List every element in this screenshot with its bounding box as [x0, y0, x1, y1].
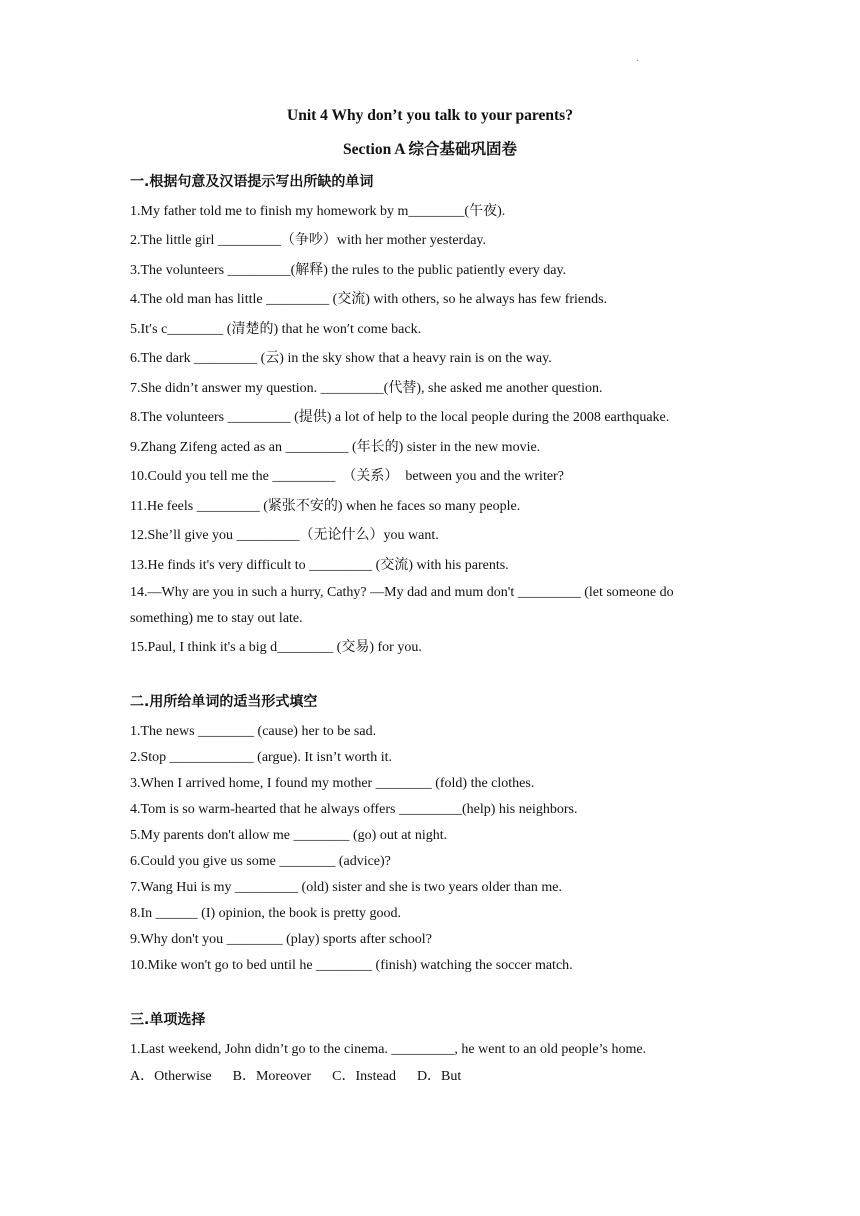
section2-item-6: 6.Could you give us some ________ (advice)? — [130, 854, 391, 869]
section1-item-15: 15.Paul, I think it's a big d________ (交易) for you. — [130, 640, 422, 655]
page-subtitle: Section A 综合基础巩固卷 — [343, 141, 517, 158]
section2-item-1: 1.The news ________ (cause) her to be sad. — [130, 724, 377, 739]
section2-item-4: 4.Tom is so warm-hearted that he always offers _________(help) his neighbors. — [130, 802, 578, 817]
section3-question-1: 1.Last weekend, John didn’t go to the cinema. _________, he went to an old people’s home. — [130, 1042, 647, 1057]
section2-item-7: 7.Wang Hui is my _________ (old) sister and she is two years older than me. — [130, 880, 563, 895]
section2-item-5: 5.My parents don't allow me ________ (go) out at night. — [130, 828, 448, 843]
section1-item-11: 11.He feels _________ (紧张不安的) when he faces so many people. — [130, 499, 521, 514]
section1-item-4: 4.The old man has little _________ (交流) with others, so he always has few friends. — [130, 292, 608, 307]
section1-item-6: 6.The dark _________ (云) in the sky show that a heavy rain is on the way. — [130, 351, 552, 366]
section1-item-3: 3.The volunteers _________(解释) the rules to the public patiently every day. — [130, 263, 567, 278]
section2-heading: 二.用所给单词的适当形式填空 — [130, 694, 318, 710]
section2-item-3: 3.When I arrived home, I found my mother ________ (fold) the clothes. — [130, 776, 535, 791]
section1-item-5: 5.It′s c________ (清楚的) that he won′t come back. — [130, 322, 422, 337]
section1-heading: 一.根据句意及汉语提示写出所缺的单词 — [130, 174, 374, 190]
section1-item-2: 2.The little girl _________（争吵）with her mother yesterday. — [130, 233, 487, 248]
section1-item-10: 10.Could you tell me the _________ （关系） between you and the writer? — [130, 469, 564, 484]
section1-item-1: 1.My father told me to finish my homework by m________(午夜). — [130, 204, 506, 219]
section1-item-14: 14.—Why are you in such a hurry, Cathy? —My dad and mum don't _________ (let someone do something) me to stay out late. — [130, 585, 674, 626]
section2-item-2: 2.Stop ____________ (argue). It isn’t worth it. — [130, 750, 392, 765]
section1-item-8: 8.The volunteers _________ (提供) a lot of help to the local people during the 2008 earthquake. — [130, 410, 670, 425]
header-dot: · — [636, 56, 640, 67]
section2-item-9: 9.Why don't you ________ (play) sports after school? — [130, 932, 432, 947]
section3-options-1: A．Otherwise B．Moreover C．Instead D．But — [130, 1069, 462, 1084]
section1-item-13: 13.He finds it's very difficult to _________ (交流) with his parents. — [130, 558, 509, 573]
section2-item-10: 10.Mike won't go to bed until he ________ (finish) watching the soccer match. — [130, 958, 573, 973]
section1-item-12: 12.She’ll give you _________（无论什么）you want. — [130, 528, 439, 543]
section1-item-9: 9.Zhang Zifeng acted as an _________ (年长的) sister in the new movie. — [130, 440, 541, 455]
section3-heading: 三.单项选择 — [130, 1012, 206, 1028]
section2-item-8: 8.In ______ (I) opinion, the book is pretty good. — [130, 906, 402, 921]
section1-item-7: 7.She didn’t answer my question. _________(代替), she asked me another question. — [130, 381, 603, 396]
page-title: Unit 4 Why don’t you talk to your parents? — [287, 107, 573, 124]
